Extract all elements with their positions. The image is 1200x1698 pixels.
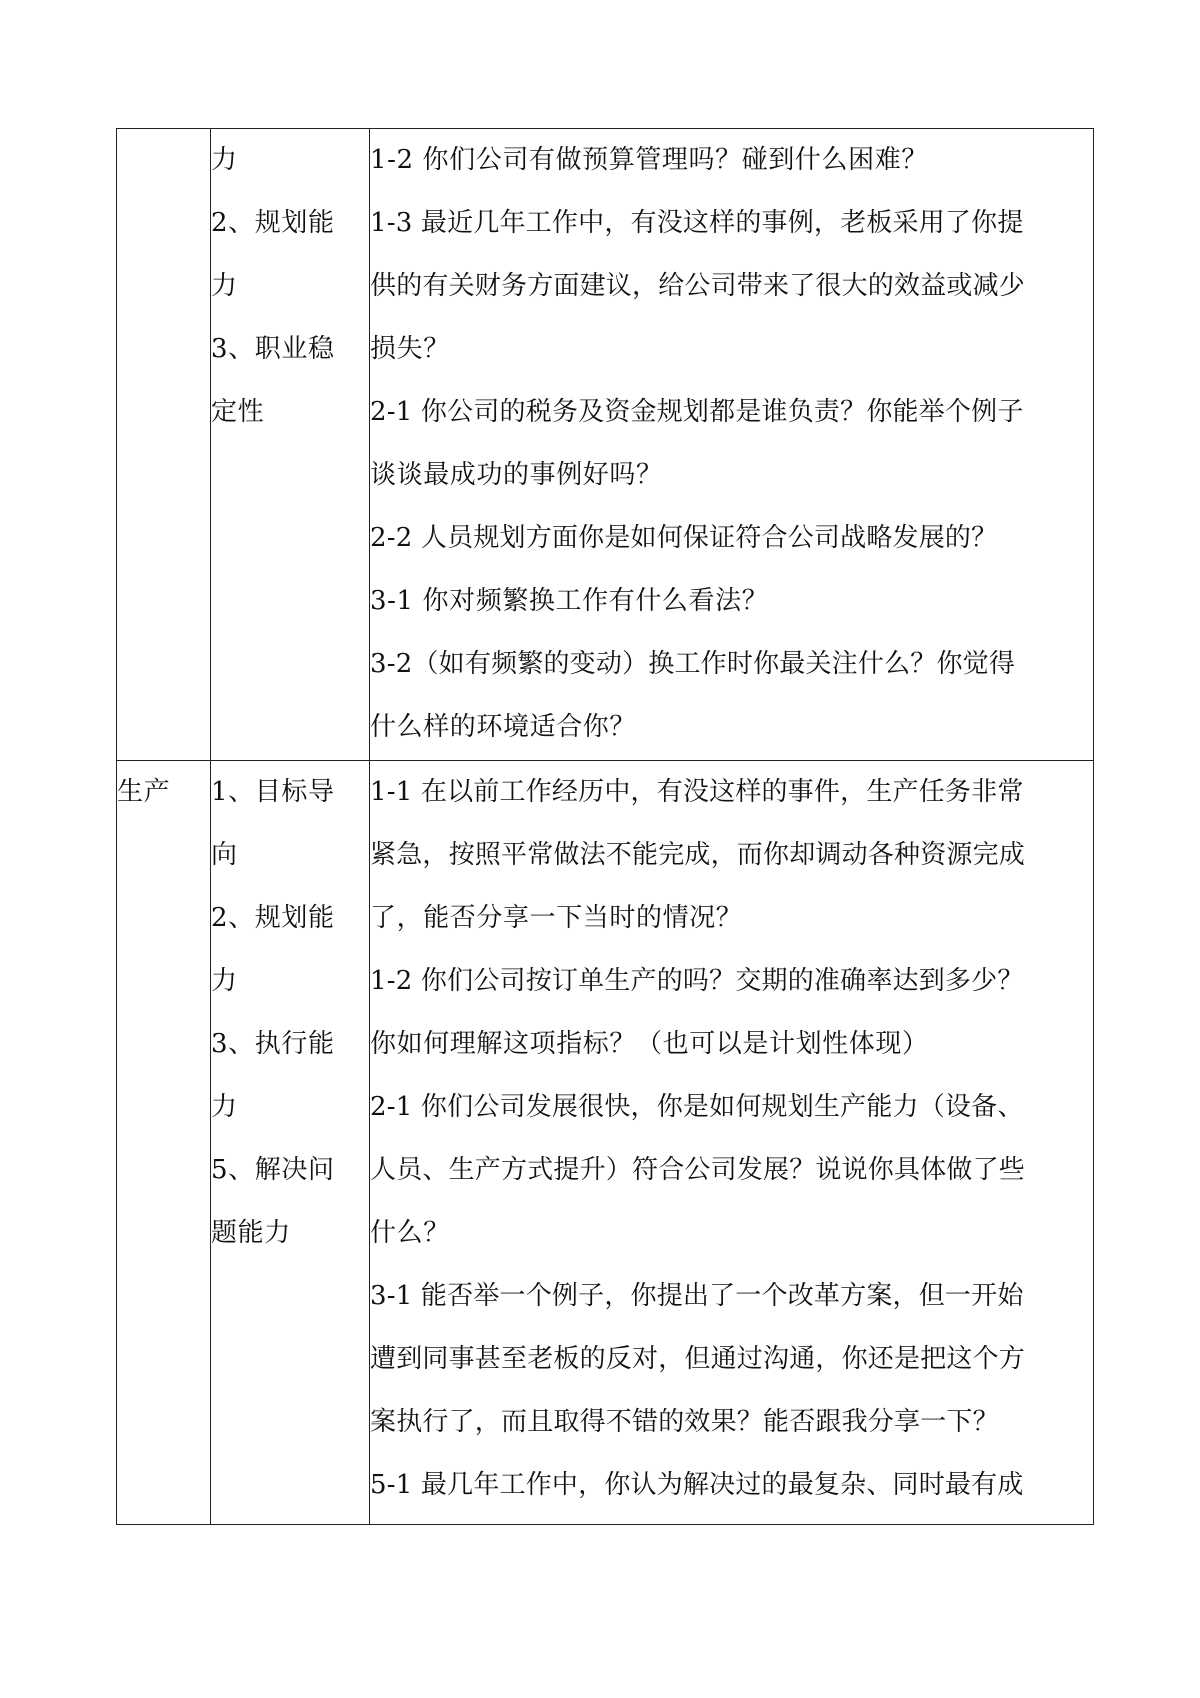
competency-line: 3、职业稳: [211, 334, 335, 364]
question-line: 1-2 你们公司按订单生产的吗？交期的准确率达到多少？: [370, 966, 1024, 996]
question-line: 供的有关财务方面建议，给公司带来了很大的效益或减少: [370, 271, 1026, 301]
question-line: 3-2（如有频繁的变动）换工作时你最关注什么？你觉得: [370, 649, 1016, 679]
question-line: 案执行了，而且取得不错的效果？能否跟我分享一下？: [370, 1407, 999, 1437]
competency-line: 2、规划能: [211, 208, 335, 238]
question-line: 2-1 你公司的税务及资金规划都是谁负责？你能举个例子: [370, 397, 1024, 427]
competency-line: 力: [211, 966, 238, 996]
question-line: 谈谈最成功的事例好吗？: [370, 460, 663, 490]
competency-line: 向: [211, 840, 238, 870]
question-line: 你如何理解这项指标？（也可以是计划性体现）: [370, 1029, 929, 1059]
competency-cell: [211, 761, 370, 1525]
competency-line: 力: [211, 145, 238, 175]
question-line: 什么？: [370, 1218, 450, 1248]
competency-line: 1、目标导: [211, 777, 335, 807]
question-cell: [370, 761, 1094, 1525]
department-cell: [117, 761, 211, 1525]
department-cell: [117, 129, 211, 761]
question-line: 损失？: [370, 334, 450, 364]
table-row: [117, 761, 1094, 1525]
question-line: 5-1 最几年工作中，你认为解决过的最复杂、同时最有成: [370, 1470, 1024, 1500]
question-line: 什么样的环境适合你？: [370, 712, 637, 742]
question-line: 1-1 在以前工作经历中，有没这样的事件，生产任务非常: [370, 777, 1024, 807]
competency-line: 5、解决问: [211, 1155, 335, 1185]
interview-question-table: [116, 128, 1094, 1525]
question-line: 遭到同事甚至老板的反对，但通过沟通，你还是把这个方: [370, 1344, 1026, 1374]
question-line: 2-2 人员规划方面你是如何保证符合公司战略发展的？: [370, 523, 998, 553]
question-line: 紧急，按照平常做法不能完成，而你却调动各种资源完成: [370, 840, 1026, 870]
question-line: 人员、生产方式提升）符合公司发展？说说你具体做了些: [370, 1155, 1026, 1185]
question-cell: [370, 129, 1094, 761]
competency-line: 3、执行能: [211, 1029, 335, 1059]
question-line: 1-3 最近几年工作中，有没这样的事例，老板采用了你提: [370, 208, 1024, 238]
competency-line: 力: [211, 1092, 238, 1122]
question-line: 1-2 你们公司有做预算管理吗？碰到什么困难？: [370, 145, 928, 175]
question-line: 了，能否分享一下当时的情况？: [370, 903, 743, 933]
competency-line: 力: [211, 271, 238, 301]
question-line: 2-1 你们公司发展很快，你是如何规划生产能力（设备、: [370, 1092, 1024, 1122]
table-row: [117, 129, 1094, 761]
question-line: 3-1 能否举一个例子，你提出了一个改革方案，但一开始: [370, 1281, 1024, 1311]
competency-line: 2、规划能: [211, 903, 335, 933]
competency-line: 定性: [211, 397, 265, 427]
competency-line: 题能力: [211, 1218, 291, 1248]
department-label: 生产: [117, 777, 171, 807]
competency-cell: [211, 129, 370, 761]
question-line: 3-1 你对频繁换工作有什么看法？: [370, 586, 769, 616]
